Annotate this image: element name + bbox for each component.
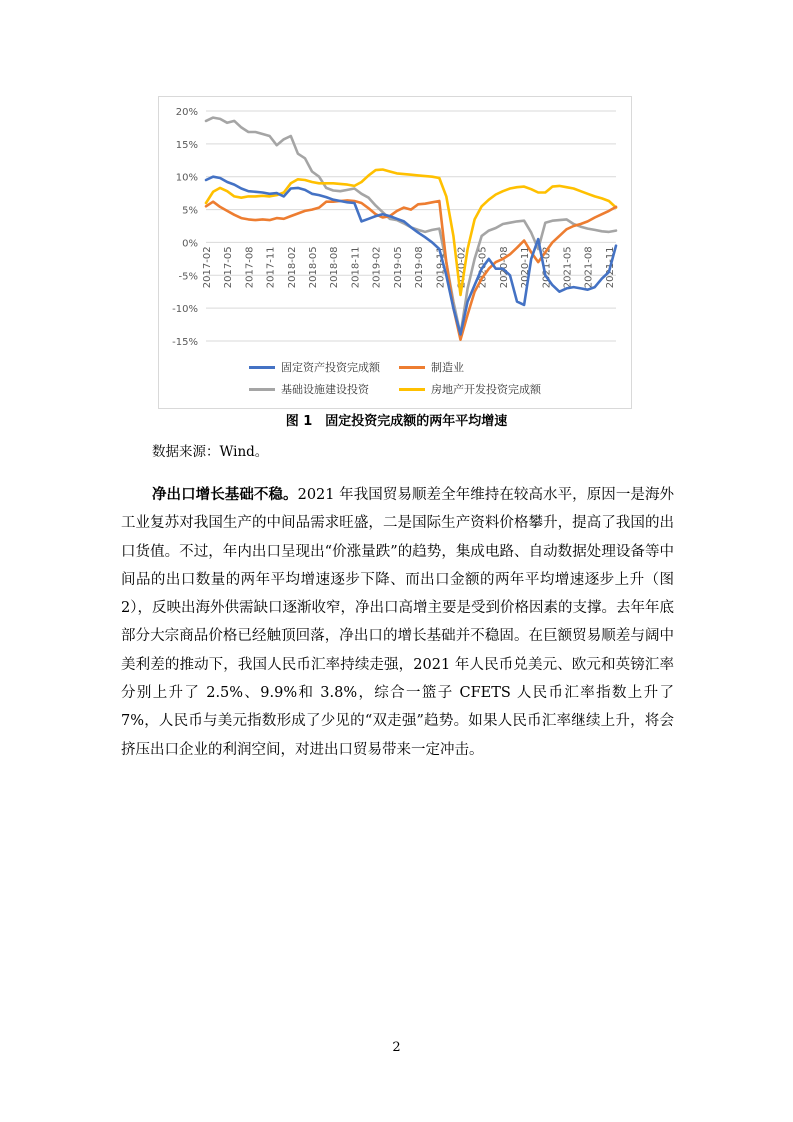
x-tick-label: 2021-05 [562,246,574,289]
legend-item-manufacturing [399,359,464,375]
body-paragraph [121,481,674,764]
x-tick-label: 2019-08 [414,246,426,289]
legend-item-infrastructure [249,381,369,397]
y-tick-label: -15% [172,337,198,348]
x-tick-label: 2018-11 [350,246,362,289]
x-tick-label: 2018-02 [286,246,298,289]
data-source: 数据来源：Wind。 [152,444,269,460]
y-tick-label: -10% [172,304,198,316]
legend-label: 房地产开发投资完成额 [431,383,541,396]
paragraph-lead: 净出口增长基础不稳。 [152,487,298,503]
legend-swatch-blue [249,366,275,369]
x-tick-label: 2021-11 [604,246,616,289]
x-tick-label: 2017-02 [202,246,213,289]
legend-swatch-yellow [399,388,425,391]
x-tick-label: 2020-02 [456,246,468,289]
legend-label: 固定资产投资完成额 [281,361,380,374]
page-number: 2 [392,1040,401,1055]
paragraph-body: 2021 年我国贸易顺差全年维持在较高水平，原因一是海外工业复苏对我国生产的中间品需求旺盛，二是国际生产资料价格攀升，提高了我国的出口货值。不过，年内出口呈现出“价涨量跌”的趋势，集成电路、自动数据处理设备等中间品的出口数量的两年平均增速逐步下降、而出口金额的两年平均增速逐步上升（图 2），反映出海外供需缺口逐渐收窄，净出口高增主要是受到价格因素的支撑。去年年底部分大宗商品价格已经触顶回落，净出口的增长基础并不稳固。在巨额贸易顺差与阔中美利差的推动下，我国人民币汇率持续走强，2021 年人民币兑美元、欧元和英镑汇率分别上升了 2.5%、9.9%和 3.8%，综合一篮子 CFETS 人民币汇率指数上升了 7%，人民币与美元指数形成了少见的“双走强”趋势。如果人民币汇率继续上升，将会挤压出口企业的利润空间，对进出口贸易带来一定冲击。 [121,487,675,758]
x-tick-label: 2019-11 [435,246,447,289]
legend-swatch-orange [399,366,425,369]
x-tick-label: 2018-08 [329,246,341,289]
legend-label: 制造业 [431,361,464,374]
x-tick-label: 2018-05 [308,246,320,289]
y-tick-label: 5% [182,205,198,217]
legend-label: 基础设施建设投资 [281,383,369,396]
legend-item-fixed-asset [249,359,380,375]
x-tick-label: 2019-05 [392,246,404,289]
figure-caption: 图 1 固定投资完成额的两年平均增速 [285,414,508,429]
y-tick-label: 20% [175,107,198,118]
legend-item-real-estate [399,381,541,397]
x-tick-label: 2021-02 [541,246,553,289]
x-tick-label: 2019-02 [371,246,383,289]
x-tick-label: 2020-05 [477,246,489,289]
x-tick-label: 2017-11 [265,246,277,289]
x-tick-label: 2017-05 [223,246,235,289]
y-tick-label: 15% [175,139,198,151]
x-tick-label: 2017-08 [244,246,256,289]
x-tick-label: 2020-08 [498,246,510,289]
legend-swatch-gray [249,388,275,391]
y-tick-label: 10% [175,172,198,184]
y-tick-label: -5% [178,271,198,283]
x-tick-label: 2020-11 [520,246,532,289]
x-tick-label: 2021-08 [583,246,595,289]
chart-container [158,96,632,409]
y-tick-label: 0% [182,238,198,250]
line-chart [159,97,631,408]
